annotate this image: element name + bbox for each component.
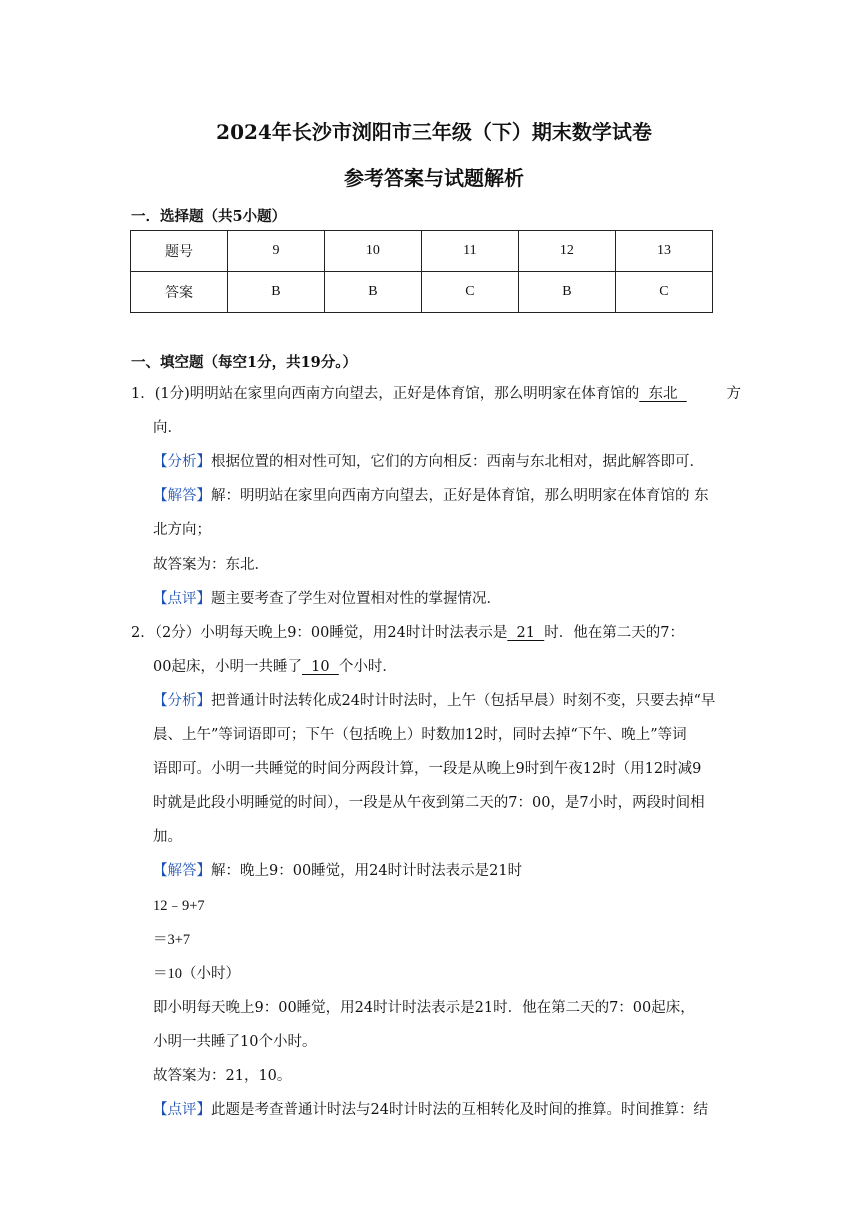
q1-stem-tail: 方 — [726, 386, 741, 402]
table-cell: B — [228, 272, 325, 313]
q2-calc-line3: ＝10（小时） — [153, 966, 240, 982]
section-heading-fill: 一、填空题（每空1分，共19分。） — [131, 354, 358, 371]
q2-comment — [153, 1100, 708, 1120]
q1-analysis — [153, 452, 704, 472]
comment-tag: 【点评】 — [153, 1102, 211, 1118]
table-cell: 9 — [228, 231, 325, 272]
q2-analysis-line2: 晨、上午”等词语即可；下午（包括晚上）时数加12时，同时去掉“下午、晚上”等词 — [153, 727, 687, 743]
q2-stem — [131, 623, 684, 643]
table-cell: C — [615, 272, 712, 313]
document-subtitle: 参考答案与试题解析 — [344, 166, 524, 190]
document-title: 2024年长沙市浏阳市三年级（下）期末数学试卷 — [216, 120, 652, 144]
q2-conclusion-line2: 小明一共睡了10个小时。 — [153, 1034, 317, 1050]
q2-stem-text: 2．（2分）小明每天晚上9：00睡觉，用24时计时法表示是 — [131, 625, 508, 641]
q2-analysis-line5: 加。 — [153, 829, 182, 845]
q1-solution — [153, 486, 709, 506]
section-heading-choice: 一．选择题（共5小题） — [131, 208, 287, 225]
table-cell: C — [421, 272, 518, 313]
q2-calc-line1: 12﹣9+7 — [153, 898, 205, 914]
q2-calc-line2: ＝3+7 — [153, 932, 191, 948]
q2-stem-tail: 时．他在第二天的7： — [544, 625, 684, 641]
q1-stem — [131, 384, 741, 404]
q2-stem-line2 — [153, 657, 397, 677]
q2-final-answer: 故答案为：21，10。 — [153, 1068, 292, 1084]
table-cell: B — [518, 272, 615, 313]
q1-comment-text: 题主要考查了学生对位置相对性的掌握情况． — [211, 591, 501, 607]
q2-stem-line2-tail: 个小时． — [338, 659, 397, 675]
table-cell: B — [324, 272, 421, 313]
q2-analysis-line3: 语即可。小明一共睡觉的时间分两段计算，一段是从晚上9时到午夜12时（用12时减9 — [153, 761, 702, 777]
solution-tag: 【解答】 — [153, 488, 211, 504]
q2-stem-line2-text: 00起床，小明一共睡了 — [153, 659, 302, 675]
q2-conclusion: 即小明每天晚上9：00睡觉，用24时计时法表示是21时．他在第二天的7：00起床， — [153, 1000, 695, 1016]
q1-answer-blank: 东北 — [639, 386, 687, 402]
table-cell: 13 — [615, 231, 712, 272]
table-header-label: 题号 — [131, 231, 228, 272]
q2-analysis — [153, 691, 715, 711]
q2-solution-text: 解：晚上9：00睡觉，用24时计时法表示是21时 — [211, 863, 523, 879]
table-row-answers — [131, 272, 713, 313]
q2-solution — [153, 861, 522, 881]
analysis-tag: 【分析】 — [153, 454, 211, 470]
answer-table — [130, 230, 713, 313]
q2-comment-text: 此题是考查普通计时法与24时计时法的互相转化及时间的推算。时间推算：结 — [211, 1102, 708, 1118]
solution-tag: 【解答】 — [153, 863, 211, 879]
q1-comment — [153, 589, 501, 609]
comment-tag: 【点评】 — [153, 591, 211, 607]
q1-analysis-text: 根据位置的相对性可知，它们的方向相反：西南与东北相对，据此解答即可． — [211, 454, 704, 470]
table-cell: 12 — [518, 231, 615, 272]
table-answer-label: 答案 — [131, 272, 228, 313]
q1-solution-line2: 北方向； — [153, 522, 211, 538]
q1-final-answer: 故答案为：东北． — [153, 557, 269, 573]
q2-answer-blank-1: 21 — [507, 625, 545, 641]
table-cell: 11 — [421, 231, 518, 272]
q1-stem-line2: 向． — [153, 420, 182, 436]
table-cell: 10 — [324, 231, 421, 272]
analysis-tag: 【分析】 — [153, 693, 211, 709]
table-row-numbers — [131, 231, 713, 272]
q1-solution-text: 解：明明站在家里向西南方向望去，正好是体育馆，那么明明家在体育馆的 东 — [211, 488, 709, 504]
q1-stem-text: 1．(1分)明明站在家里向西南方向望去，正好是体育馆，那么明明家在体育馆的 — [131, 386, 640, 402]
q2-answer-blank-2: 10 — [301, 659, 339, 675]
q2-analysis-line4: 时就是此段小明睡觉的时间），一段是从午夜到第二天的7：00，是7小时，两段时间相 — [153, 795, 705, 811]
q2-analysis-text: 把普通计时法转化成24时计时法时，上午（包括早晨）时刻不变，只要去掉“早 — [211, 693, 716, 709]
